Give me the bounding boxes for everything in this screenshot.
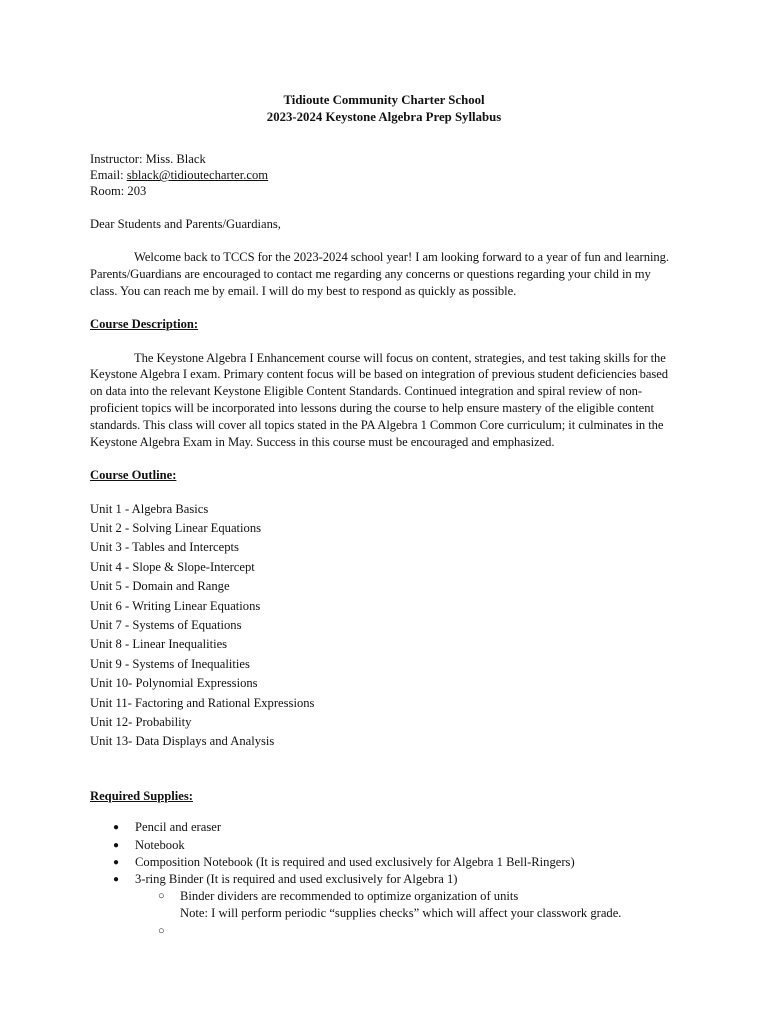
sub-supply-note <box>135 905 678 922</box>
supplies-note: Note: I will perform periodic “supplies checks” which will affect your classwork grade. <box>180 906 622 921</box>
email-line <box>90 167 678 183</box>
unit-item: Unit 6 - Writing Linear Equations <box>90 598 261 613</box>
unit-item: Unit 9 - Systems of Inequalities <box>90 656 250 671</box>
bullet-icon: ● <box>113 856 120 868</box>
unit-item: Unit 4 - Slope & Slope-Intercept <box>90 559 255 574</box>
supply-item <box>90 837 678 854</box>
course-description-text: The Keystone Algebra I Enhancement course will focus on content, strategies, and test taking skills for the Keystone Algebra I exam. Primary content focus will be based on integration of previous student deficiencies based on data into the relevant Keystone Eligible Content Standards. Continued integration and spiral review of non-proficient topics will be incorporated into lessons during the course to help ensure mastery of the eligible content standards. This class will cover all topics stated in the PA Algebra 1 Common Core curriculum; it culminates in the Keystone Algebra Exam in May. Success in this course must be encouraged and emphasized. <box>90 350 668 450</box>
bullet-icon: ● <box>113 839 120 851</box>
email-label: Email: <box>90 168 127 183</box>
greeting: Dear Students and Parents/Guardians, <box>90 216 281 231</box>
supply-text: Pencil and eraser <box>135 820 222 835</box>
sub-supply-text: Binder dividers are recommended to optimize organization of units <box>180 889 519 904</box>
bullet-icon: ● <box>113 822 120 834</box>
unit-item: Unit 2 - Solving Linear Equations <box>90 520 262 535</box>
syllabus-title: 2023-2024 Keystone Algebra Prep Syllabus <box>266 110 502 124</box>
supply-text: Notebook <box>135 837 185 852</box>
supply-text: 3-ring Binder (It is required and used exclusively for Algebra 1) <box>135 872 458 887</box>
supply-item <box>90 871 678 940</box>
unit-item: Unit 8 - Linear Inequalities <box>90 637 228 652</box>
supplies-list <box>90 819 678 939</box>
unit-item: Unit 1 - Algebra Basics <box>90 501 209 516</box>
sub-supply-item <box>135 888 678 905</box>
course-description-heading: Course Description: <box>90 316 199 331</box>
binder-sub-list <box>135 888 678 940</box>
school-name: Tidioute Community Charter School <box>283 93 485 107</box>
required-supplies-heading: Required Supplies: <box>90 788 193 803</box>
unit-item: Unit 10- Polynomial Expressions <box>90 676 258 691</box>
sub-supply-item-empty <box>135 923 678 940</box>
circle-bullet-icon: ○ <box>158 924 165 937</box>
supply-item <box>90 854 678 871</box>
supply-text: Composition Notebook (It is required and used exclusively for Algebra 1 Bell-Ringers) <box>135 854 575 869</box>
unit-item: Unit 5 - Domain and Range <box>90 579 230 594</box>
email-link[interactable]: sblack@tidioutecharter.com <box>126 168 269 183</box>
contact-info <box>90 151 678 200</box>
circle-bullet-icon: ○ <box>158 890 165 903</box>
unit-item: Unit 13- Data Displays and Analysis <box>90 734 275 749</box>
supply-item <box>90 819 678 836</box>
course-outline-heading: Course Outline: <box>90 467 177 482</box>
unit-item: Unit 11- Factoring and Rational Expressions <box>90 695 315 710</box>
instructor-line: Instructor: Miss. Black <box>90 152 206 166</box>
welcome-paragraph: Welcome back to TCCS for the 2023-2024 school year! I am looking forward to a year of fun and learning. Parents/Guardians are encouraged to contact me regarding any concerns or questions regarding your child in my class. You can reach me by email. I will do my best to respond as quickly as possible. <box>90 250 669 299</box>
unit-item: Unit 7 - Systems of Equations <box>90 617 242 632</box>
unit-list <box>90 500 678 752</box>
bullet-icon: ● <box>113 874 120 886</box>
unit-item: Unit 3 - Tables and Intercepts <box>90 540 239 555</box>
unit-item: Unit 12- Probability <box>90 715 192 730</box>
room-line: Room: 203 <box>90 184 147 199</box>
